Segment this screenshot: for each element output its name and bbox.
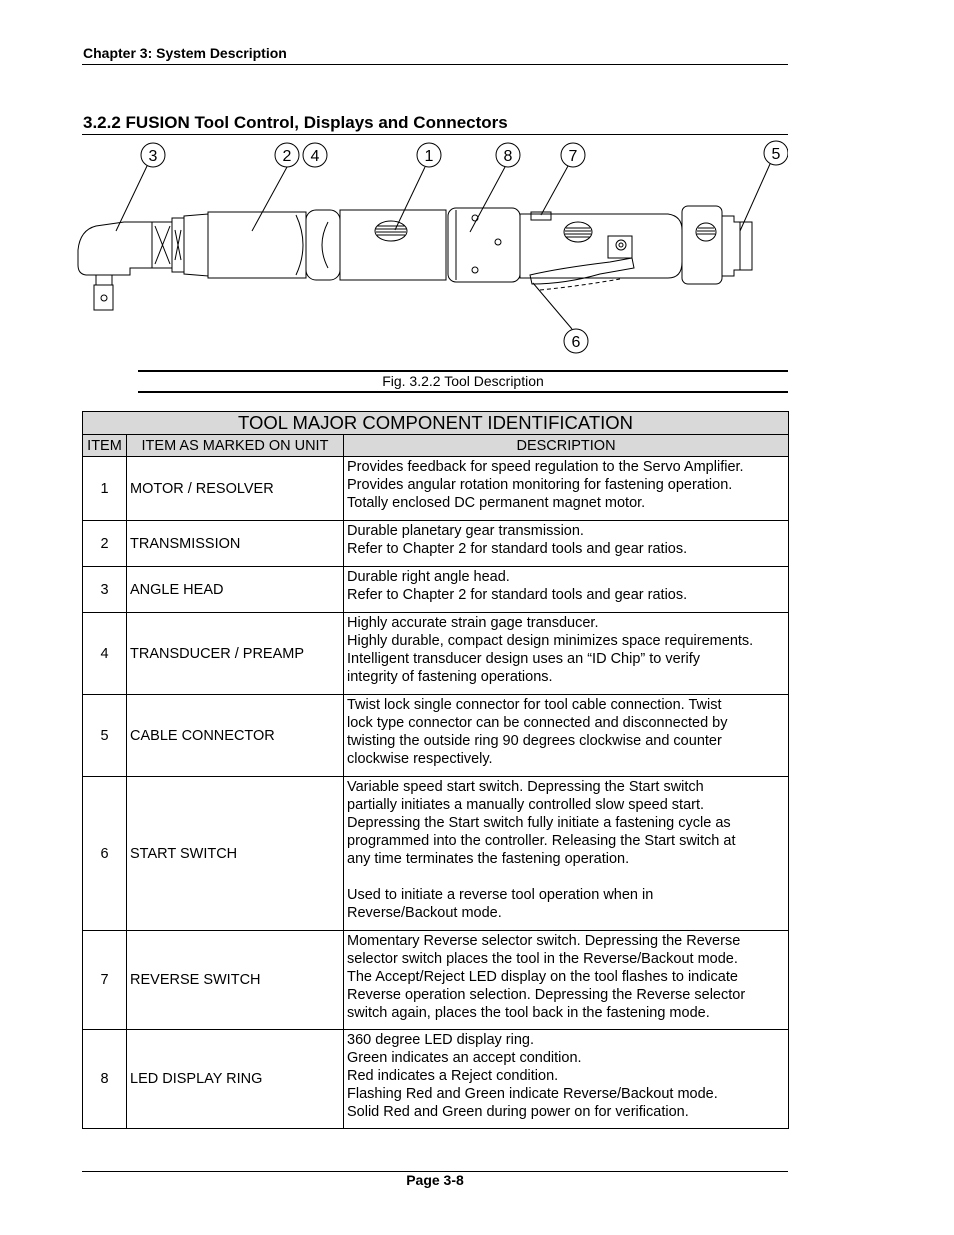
angle-head-square-drive: [94, 285, 113, 310]
description-line: Durable planetary gear transmission.: [347, 523, 584, 539]
item-marked-name: REVERSE SWITCH: [127, 931, 344, 1030]
description-line: lock type connector can be connected and disconnected by: [347, 715, 728, 731]
column-header-item: ITEM: [83, 435, 127, 457]
header-rule: [82, 64, 788, 65]
callout-2: [252, 143, 299, 231]
description-line: Red indicates a Reject condition.: [347, 1068, 559, 1084]
description-line: any time terminates the fastening operation.: [347, 851, 630, 867]
callout-3: [116, 143, 165, 231]
section-title: 3.2.2 FUSION Tool Control, Displays and Connectors: [83, 113, 508, 132]
description-line: Intelligent transducer design uses an “ID Chip” to verify: [347, 651, 701, 667]
chapter-header: Chapter 3: System Description: [83, 45, 287, 61]
item-number: 1: [83, 457, 127, 521]
reverse-switch: [531, 212, 551, 220]
description-line: Solid Red and Green during power on for verification.: [347, 1104, 689, 1120]
description-spacer: [347, 868, 785, 886]
description-line: Depressing the Start switch fully initiate a fastening cycle as: [347, 815, 731, 831]
tool-diagram: [76, 140, 788, 358]
item-description: [344, 695, 789, 777]
callout-5: [740, 141, 788, 231]
connector-plug: [722, 216, 752, 276]
description-line: 360 degree LED display ring.: [347, 1032, 535, 1048]
callout-7-label: 7: [568, 148, 578, 165]
led-ring: [448, 208, 520, 282]
handle-vent-grille: [564, 222, 592, 242]
callout-1: [395, 143, 441, 230]
table-row: [83, 777, 789, 931]
item-marked-name: START SWITCH: [127, 777, 344, 931]
column-header-description: DESCRIPTION: [344, 435, 789, 457]
table-title: TOOL MAJOR COMPONENT IDENTIFICATION: [83, 412, 789, 435]
callout-2-label: 2: [282, 148, 292, 165]
description-line: Provides feedback for speed regulation to the Servo Amplifier.: [347, 459, 744, 475]
description-line: Refer to Chapter 2 for standard tools and gear ratios.: [347, 541, 688, 557]
caption-rule-top: [138, 370, 788, 372]
table-row: [83, 567, 789, 613]
callout-8-label: 8: [503, 148, 513, 165]
handle-body: [520, 214, 682, 278]
description-line: Reverse operation selection. Depressing the Reverse selector: [347, 987, 746, 1003]
angle-head-shape: [78, 222, 152, 275]
description-line: Highly accurate strain gage transducer.: [347, 615, 599, 631]
table-row: [83, 457, 789, 521]
item-number: 2: [83, 521, 127, 567]
description-line: programmed into the controller. Releasing the Start switch at: [347, 833, 736, 849]
component-table: [82, 411, 789, 1129]
table-row: [83, 613, 789, 695]
description-line: Twist lock single connector for tool cable connection. Twist: [347, 697, 722, 713]
connector-vent-grille: [696, 223, 716, 241]
item-description: [344, 777, 789, 931]
description-line: Used to initiate a reverse tool operation when in: [347, 887, 654, 903]
description-line: Variable speed start switch. Depressing the Start switch: [347, 779, 704, 795]
page-number: Page 3-8: [406, 1172, 464, 1188]
item-number: 4: [83, 613, 127, 695]
callout-4-label: 4: [310, 148, 320, 165]
item-marked-name: CABLE CONNECTOR: [127, 695, 344, 777]
table-row: [83, 695, 789, 777]
item-marked-name: LED DISPLAY RING: [127, 1030, 344, 1129]
description-line: Provides angular rotation monitoring for fastening operation.: [347, 477, 733, 493]
description-line: Reverse/Backout mode.: [347, 905, 502, 921]
description-line: selector switch places the tool in the Reverse/Backout mode.: [347, 951, 738, 967]
item-marked-name: MOTOR / RESOLVER: [127, 457, 344, 521]
item-description: [344, 521, 789, 567]
section-rule: [82, 134, 788, 135]
description-line: Refer to Chapter 2 for standard tools and gear ratios.: [347, 587, 688, 603]
item-description: [344, 457, 789, 521]
caption-rule-bottom: [138, 391, 788, 393]
connector-housing: [682, 206, 722, 284]
item-marked-name: ANGLE HEAD: [127, 567, 344, 613]
column-header-marked: ITEM AS MARKED ON UNIT: [127, 435, 344, 457]
description-line: integrity of fastening operations.: [347, 669, 553, 685]
callout-8: [470, 143, 520, 232]
item-number: 3: [83, 567, 127, 613]
item-description: [344, 613, 789, 695]
item-marked-name: TRANSDUCER / PREAMP: [127, 613, 344, 695]
description-line: Totally enclosed DC permanent magnet motor.: [347, 495, 646, 511]
item-description: [344, 1030, 789, 1129]
item-marked-name: TRANSMISSION: [127, 521, 344, 567]
description-line: Highly durable, compact design minimizes space requirements.: [347, 633, 754, 649]
item-number: 6: [83, 777, 127, 931]
item-number: 5: [83, 695, 127, 777]
callout-6-label: 6: [571, 334, 581, 351]
table-row: [83, 521, 789, 567]
table-row: [83, 1030, 789, 1129]
callout-5-label: 5: [771, 146, 781, 163]
description-line: Green indicates an accept condition.: [347, 1050, 582, 1066]
description-line: Flashing Red and Green indicate Reverse/Backout mode.: [347, 1086, 718, 1102]
item-number: 7: [83, 931, 127, 1030]
description-line: clockwise respectively.: [347, 751, 493, 767]
description-line: twisting the outside ring 90 degrees clockwise and counter: [347, 733, 722, 749]
description-line: Momentary Reverse selector switch. Depressing the Reverse: [347, 933, 741, 949]
motor-body: [340, 210, 446, 280]
item-number: 8: [83, 1030, 127, 1129]
description-line: Durable right angle head.: [347, 569, 510, 585]
callout-7: [541, 143, 585, 215]
item-description: [344, 931, 789, 1030]
figure-caption: Fig. 3.2.2 Tool Description: [382, 373, 544, 389]
description-line: The Accept/Reject LED display on the tool flashes to indicate: [347, 969, 738, 985]
start-lever: [530, 258, 634, 284]
item-description: [344, 567, 789, 613]
motor-vent-grille: [375, 221, 407, 241]
description-line: switch again, places the tool back in the fastening mode.: [347, 1005, 710, 1021]
callout-1-label: 1: [424, 148, 434, 165]
description-line: partially initiates a manually controlled slow speed start.: [347, 797, 705, 813]
table-row: [83, 931, 789, 1030]
callout-3-label: 3: [148, 148, 158, 165]
